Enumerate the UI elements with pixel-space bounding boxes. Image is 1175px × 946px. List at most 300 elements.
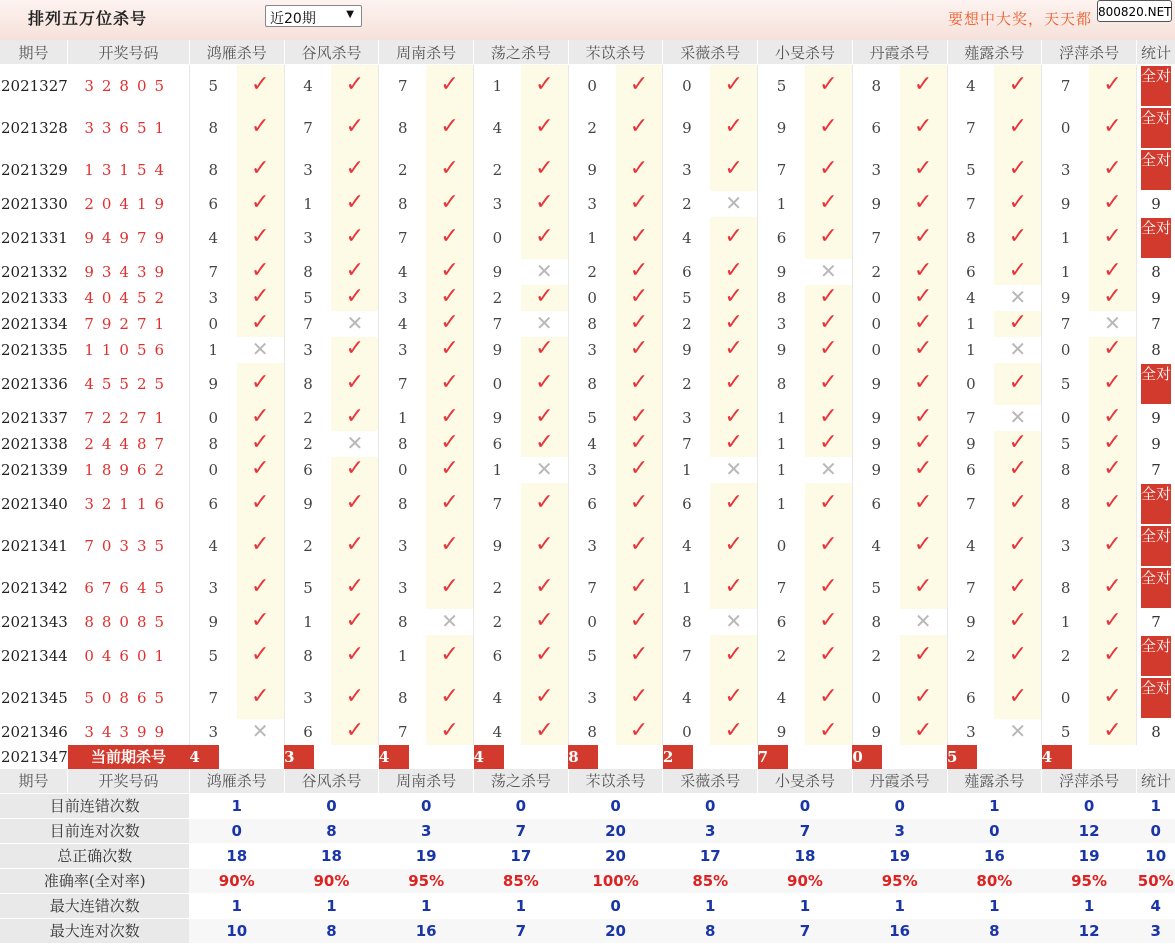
col-header-expert[interactable]: 谷风杀号 [284,40,379,65]
table-row [0,525,1175,567]
check-mark-icon [710,65,757,107]
check-mark-icon [521,525,568,567]
table-row [0,149,1175,191]
kill-number-cell: 8 [776,374,787,393]
kill-number-cell: 0 [776,536,787,555]
stat-cell [1136,483,1175,525]
period-cell: 2021334 [1,314,68,333]
summary-value: 100% [568,868,663,893]
kill-number-cell: 3 [1060,536,1071,555]
check-mark-icon [616,149,663,191]
check-mark-icon [710,107,757,149]
col-header-expert[interactable]: 荡之杀号 [474,40,569,65]
kill-number-cell: 0 [871,688,882,707]
check-mark-icon: ✓ [250,532,270,557]
check-mark-icon: ✓ [535,370,554,395]
kill-number-cell: 6 [587,494,597,513]
cross-mark-icon [426,609,473,635]
summary-value: 18 [758,843,853,868]
kill-number-cell: 8 [776,288,787,307]
check-mark-icon: ✓ [250,404,270,429]
check-mark-icon [1089,149,1136,191]
check-mark-icon [710,217,757,259]
kill-number-cell: 0 [1060,688,1071,707]
kill-number-cell: 5 [208,646,219,665]
kill-number-cell: 3 [397,288,408,307]
kill-number-cell: 0 [966,374,976,393]
kill-number-cell: 9 [776,262,787,281]
col-header-winning: 开奖号码 [68,40,190,65]
winning-number-cell: 45525 [68,363,190,405]
kill-number-cell: 2 [682,194,692,213]
check-mark-icon: ✓ [535,532,554,557]
col-header-expert[interactable]: 芣苡杀号 [568,40,663,65]
kill-number-cell: 6 [966,460,976,479]
cross-mark-icon [805,259,852,285]
check-mark-icon: ✓ [1008,224,1028,249]
check-mark-icon [710,677,757,719]
check-mark-icon: ✓ [724,404,743,429]
site-badge[interactable]: 800820.NET [1097,0,1172,22]
check-mark-icon [710,483,757,525]
summary-value: 0 [947,818,1042,843]
cross-mark-icon: ✕ [820,258,837,283]
check-mark-icon [994,457,1041,483]
kill-number-cell: 4 [397,314,408,333]
cross-mark-icon: ✕ [535,456,553,481]
kill-number-cell: 3 [303,340,313,359]
kill-number-cell: 4 [776,688,787,707]
cross-mark-icon [521,311,568,337]
check-mark-icon [710,337,757,363]
check-mark-icon: ✓ [250,114,270,139]
check-mark-icon [521,107,568,149]
kill-number-cell: 7 [397,228,408,247]
kill-number-cell: 2 [966,646,976,665]
check-mark-icon: ✓ [724,114,743,139]
check-mark-icon: ✓ [629,72,649,98]
check-mark-icon: ✓ [629,404,649,429]
check-mark-icon [237,431,284,457]
check-mark-icon: ✓ [345,456,365,481]
cross-mark-icon [237,719,284,745]
kill-number-cell: 3 [587,340,597,359]
col-header-expert[interactable]: 薤露杀号 [947,769,1042,794]
check-mark-icon: ✓ [1103,532,1122,557]
table-row [0,259,1175,285]
kill-number-cell: 9 [871,722,882,741]
check-mark-icon: ✓ [535,574,554,599]
winning-number-cell: 72271 [68,405,190,431]
check-mark-icon [331,525,378,567]
check-mark-icon [900,525,947,567]
check-mark-icon [237,285,284,311]
kill-number-cell: 8 [303,374,313,393]
check-mark-icon [1089,65,1136,107]
kill-number-cell: 8 [682,612,692,631]
period-range-value: 近20期 [270,11,316,27]
cross-mark-icon [805,457,852,483]
check-mark-icon: ✓ [1103,72,1122,98]
kill-number-cell: 8 [1060,494,1071,513]
col-header-expert[interactable]: 周南杀号 [379,769,474,794]
kill-number-cell: 2 [871,262,882,281]
period-cell: 2021333 [1,288,68,307]
period-cell: 2021330 [1,194,68,213]
check-mark-icon [805,149,852,191]
summary-value: 1 [1136,793,1175,818]
check-mark-icon [237,217,284,259]
check-mark-icon [710,567,757,609]
summary-label: 最大连错次数 [0,893,189,918]
col-header-expert[interactable]: 采薇杀号 [663,769,758,794]
kill-number-cell: 9 [776,118,787,137]
kill-number-cell: 4 [492,722,503,741]
kill-number-cell: 0 [208,408,219,427]
kill-number-cell: 8 [397,494,408,513]
check-mark-icon [521,483,568,525]
check-mark-icon: ✓ [535,224,554,249]
kill-number-cell: 9 [871,460,882,479]
current-kill-number: 4 [474,745,504,769]
check-mark-icon [237,525,284,567]
check-mark-icon [331,719,378,745]
check-mark-icon [900,65,947,107]
kill-number-cell: 4 [208,536,219,555]
check-mark-icon [521,635,568,677]
current-kill-cell [379,745,426,769]
period-cell: 2021342 [1,578,68,597]
kill-number-cell: 0 [587,76,597,95]
check-mark-icon: ✓ [250,310,270,335]
current-period-row [0,745,1175,769]
check-mark-icon [237,363,284,405]
kill-number-cell: 7 [587,578,597,597]
kill-number-cell: 2 [682,314,692,333]
kill-number-cell: 3 [1060,160,1071,179]
summary-value: 90% [758,868,853,893]
check-mark-icon: ✓ [535,490,554,515]
check-mark-icon: ✓ [913,456,933,481]
check-mark-icon: ✓ [535,404,554,429]
check-mark-icon: ✓ [535,430,554,455]
kill-number-cell: 7 [682,434,692,453]
check-mark-icon [331,217,378,259]
current-period-cell: 2021347 [1,747,68,766]
check-mark-icon: ✓ [1008,156,1028,181]
kill-number-cell: 8 [587,374,597,393]
check-mark-icon: ✓ [440,684,459,709]
period-cell: 2021346 [1,722,68,741]
stat-cell: 8 [1151,722,1161,741]
summary-value: 0 [284,793,379,818]
check-mark-icon [710,311,757,337]
summary-label: 准确率(全对率) [0,868,189,893]
kill-number-cell: 3 [587,536,597,555]
check-mark-icon: ✓ [1008,310,1028,335]
check-mark-icon [994,191,1041,217]
check-mark-icon [237,65,284,107]
check-mark-icon: ✓ [440,718,459,743]
table-row [0,337,1175,363]
check-mark-icon: ✓ [250,430,270,455]
kill-number-cell: 1 [776,194,787,213]
table-row [0,363,1175,405]
summary-value: 1 [947,793,1042,818]
summary-value: 0 [852,793,947,818]
kill-number-cell: 4 [682,536,692,555]
check-mark-icon [994,609,1041,635]
kill-number-cell: 9 [303,494,313,513]
check-mark-icon: ✓ [535,642,554,667]
cross-mark-icon: ✕ [346,310,364,335]
check-mark-icon: ✓ [724,574,743,599]
kill-number-cell: 5 [966,160,976,179]
winning-number-cell: 93439 [68,259,190,285]
check-mark-icon [331,337,378,363]
check-mark-icon [521,567,568,609]
col-header-expert[interactable]: 浮萍杀号 [1042,769,1137,794]
check-mark-icon: ✓ [440,574,459,599]
stat-cell [1136,525,1175,567]
cross-mark-icon: ✕ [346,430,364,455]
summary-value: 19 [1042,843,1137,868]
check-mark-icon: ✓ [1103,490,1122,515]
check-mark-icon [426,457,473,483]
check-mark-icon [805,525,852,567]
winning-number-cell: 04601 [68,635,190,677]
check-mark-icon: ✓ [724,370,743,395]
kill-number-cell: 7 [966,194,976,213]
summary-value: 10 [189,918,284,943]
col-header-stat: 统计 [1136,40,1175,65]
kill-number-cell: 7 [492,314,503,333]
check-mark-icon [426,363,473,405]
kill-number-cell: 7 [682,646,692,665]
check-mark-icon: ✓ [1103,190,1122,215]
check-mark-icon: ✓ [1008,684,1028,709]
summary-value: 95% [1042,868,1137,893]
check-mark-icon [521,65,568,107]
check-mark-icon [1089,719,1136,745]
check-mark-icon [805,363,852,405]
summary-value: 1 [947,893,1042,918]
kill-number-cell: 8 [397,688,408,707]
check-mark-icon [616,107,663,149]
summary-row [0,843,1175,868]
check-mark-icon [900,259,947,285]
check-mark-icon [426,677,473,719]
kill-number-cell: 4 [397,262,408,281]
stat-cell: 7 [1151,612,1161,631]
check-mark-icon [331,483,378,525]
check-mark-icon [994,311,1041,337]
kill-number-cell: 4 [966,76,976,95]
col-header-expert[interactable]: 采薇杀号 [663,40,758,65]
kill-number-cell: 3 [397,340,408,359]
col-header-expert[interactable]: 谷风杀号 [284,769,379,794]
current-kill-cell [852,745,899,769]
col-header-expert[interactable]: 鸿雁杀号 [189,769,284,794]
current-kill-number: 8 [568,745,598,769]
col-header-period: 期号 [0,769,68,794]
table-row [0,405,1175,431]
check-mark-icon [805,217,852,259]
kill-number-cell: 9 [492,340,503,359]
current-kill-cell [284,745,331,769]
kill-number-cell: 6 [208,194,219,213]
kill-number-cell: 8 [1060,578,1071,597]
kill-number-cell: 7 [966,494,976,513]
check-mark-icon: ✓ [250,684,270,709]
summary-value: 1 [189,893,284,918]
kill-number-cell: 0 [208,460,219,479]
col-header-expert[interactable]: 薤露杀号 [947,40,1042,65]
check-mark-icon [805,635,852,677]
col-header-expert[interactable]: 周南杀号 [379,40,474,65]
col-header-expert[interactable]: 小旻杀号 [758,769,853,794]
check-mark-icon [1089,677,1136,719]
stat-cell [1136,635,1175,677]
kill-number-cell: 3 [397,578,408,597]
cross-mark-icon: ✕ [725,608,743,633]
kill-number-cell: 3 [587,194,597,213]
current-kill-cell [947,745,994,769]
check-mark-icon: ✓ [913,284,933,309]
stat-cell: 7 [1151,314,1161,333]
summary-value: 12 [1042,818,1137,843]
kill-number-cell: 0 [871,288,882,307]
check-mark-icon [426,483,473,525]
cross-mark-icon: ✕ [725,456,743,481]
kill-number-cell: 0 [871,340,882,359]
check-mark-icon [900,405,947,431]
check-mark-icon: ✓ [724,336,743,361]
kill-number-cell: 8 [871,612,882,631]
kill-number-cell: 1 [1060,262,1071,281]
stat-cell: 8 [1151,340,1161,359]
top-bar [0,0,1175,41]
kill-number-cell: 8 [871,76,882,95]
check-mark-icon [331,635,378,677]
kill-number-cell: 3 [208,288,219,307]
check-mark-icon [426,337,473,363]
kill-number-cell: 7 [1060,76,1071,95]
current-kill-spacer [331,745,378,769]
kill-number-cell: 5 [1060,434,1071,453]
check-mark-icon [521,677,568,719]
check-mark-icon: ✓ [440,224,459,249]
summary-label: 总正确次数 [0,843,189,868]
check-mark-icon [237,311,284,337]
col-header-expert[interactable]: 丹霞杀号 [852,769,947,794]
current-kill-spacer [805,745,852,769]
check-mark-icon: ✓ [819,684,838,709]
col-header-expert[interactable]: 荡之杀号 [474,769,569,794]
check-mark-icon: ✓ [629,642,649,667]
stat-cell: 9 [1151,434,1161,453]
table-row [0,217,1175,259]
col-header-expert[interactable]: 浮萍杀号 [1042,40,1137,65]
kill-number-cell: 1 [492,460,503,479]
kill-number-cell: 3 [966,722,976,741]
check-mark-icon [994,107,1041,149]
summary-value: 0 [758,793,853,818]
kill-number-cell: 3 [208,578,219,597]
summary-value: 16 [379,918,474,943]
kill-number-cell: 4 [871,536,882,555]
check-mark-icon [994,259,1041,285]
cross-mark-icon: ✕ [535,258,553,283]
summary-value: 7 [758,818,853,843]
page-title: 排列五万位杀号 [28,9,148,28]
check-mark-icon [521,431,568,457]
kill-number-cell: 9 [776,722,787,741]
check-mark-icon [237,677,284,719]
period-range-select[interactable] [265,5,362,27]
kill-number-cell: 9 [682,118,692,137]
cross-mark-icon [521,457,568,483]
check-mark-icon [805,191,852,217]
summary-value: 10 [1136,843,1175,868]
col-header-expert[interactable]: 鸿雁杀号 [189,40,284,65]
current-kill-spacer [426,745,473,769]
period-cell: 2021335 [1,340,68,359]
check-mark-icon [521,719,568,745]
kill-number-cell: 6 [871,118,882,137]
check-mark-icon [805,311,852,337]
cross-mark-icon [521,259,568,285]
check-mark-icon [616,259,663,285]
check-mark-icon [900,217,947,259]
kill-number-cell: 0 [1060,408,1071,427]
check-mark-icon [237,405,284,431]
check-mark-icon [331,285,378,311]
summary-value: 7 [474,818,569,843]
check-mark-icon [331,107,378,149]
period-cell: 2021345 [1,688,68,707]
check-mark-icon: ✓ [345,684,365,709]
stat-cell [1136,217,1175,259]
current-kill-cell [663,745,710,769]
kill-number-cell: 6 [776,612,787,631]
check-mark-icon [900,719,947,745]
winning-number-cell: 32805 [68,65,190,107]
summary-value: 7 [474,918,569,943]
col-header-expert[interactable]: 丹霞杀号 [852,40,947,65]
period-cell: 2021331 [1,228,68,247]
kill-number-cell: 4 [492,688,503,707]
check-mark-icon [710,405,757,431]
check-mark-icon [1089,107,1136,149]
check-mark-icon: ✓ [345,156,365,181]
kill-number-cell: 7 [966,118,976,137]
summary-value: 8 [284,918,379,943]
check-mark-icon: ✓ [250,370,270,395]
check-mark-icon: ✓ [819,190,838,215]
period-cell: 2021339 [1,460,68,479]
all-right-badge: 全对 [1141,526,1171,566]
col-header-expert[interactable]: 小旻杀号 [758,40,853,65]
check-mark-icon: ✓ [819,430,838,455]
summary-value: 7 [758,918,853,943]
current-kill-number: 4 [1042,745,1072,769]
cross-mark-icon [710,457,757,483]
check-mark-icon: ✓ [345,370,365,395]
cross-mark-icon [1089,311,1136,337]
header-row-top [0,40,1175,65]
col-header-expert[interactable]: 芣苡杀号 [568,769,663,794]
